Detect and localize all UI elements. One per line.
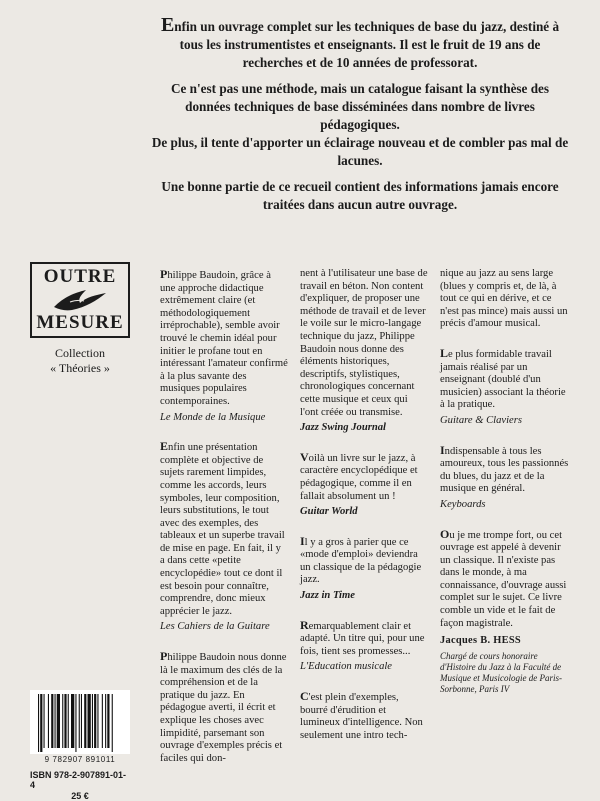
review <box>160 650 288 765</box>
review-text: nique au jazz au sens large (blues y compris et, de là, à tout ce qui en dérive, et ce n'est pas mince) mais aussi un précis d'amour musical. <box>440 268 568 330</box>
review <box>300 268 428 435</box>
review-source: Le Monde de la Musique <box>160 411 266 423</box>
intro-text-2: Ce n'est pas une méthode, mais un catalogue faisant la synthèse des données techniques de base disséminées dans nombre de livres pédagogiques. <box>170 81 550 132</box>
price: 25 € <box>71 791 89 801</box>
review <box>160 268 288 424</box>
review-source: Jazz in Time <box>300 590 355 602</box>
review-text: nent à l'utilisateur une base de travail en béton. Non content d'expliquer, de proposer une méthode de travail et de lever le voile sur le micro-langage technique du jazz, Philippe Baudoin nous donne des éléments historiques, descriptifs, stylistiques, chronologiques concernant cette musique et ceux qui l'ont créée ou transmise. <box>300 268 428 418</box>
review <box>300 535 428 603</box>
review <box>440 528 570 695</box>
review <box>440 347 570 428</box>
reviews-column-3 <box>440 268 570 711</box>
review-text: hilippe Baudoin, grâce à une approche didactique extrêmement claire (et méthodologiquement irréprochable), semble avoir trouvé le chemin idéal pour initier le profane tout en intéressant l'amateur confirmé à la plus savante des musiques populaires contemporaines. <box>160 270 288 407</box>
review-source: Guitare & Claviers <box>440 414 522 426</box>
intro-text-1: nfin un ouvrage complet sur les techniques de base du jazz, destiné à tous les instrumentistes et enseignants. Il est le fruit de 19 ans de recherches et de 10 années de professorat. <box>174 19 560 70</box>
drop-cap: V <box>300 449 309 464</box>
collection-label <box>30 346 130 376</box>
drop-cap: O <box>440 526 450 541</box>
review-text: 'est plein d'exemples, bourré d'érudition et lumineux d'intelligence. Non seulement une intro tech- <box>300 692 423 741</box>
review-text: emarquablement clair et adapté. Un titre qui, pour une fois, tient ses promesses... <box>300 620 425 657</box>
review-text: nfin une présentation complète et objective de sujets rarement limpides, comme les accords, leurs symboles, leur composition, leurs substitutions, le tout avec des exemples, des tableaux et un superbe travail de mise en page. En fait, il y a dans cette «petite encyclopédie» tout ce dont il est besoin pour connaître, comprendre, donc mieux apprécier le jazz. <box>160 442 285 617</box>
review-source: Jazz Swing Journal <box>300 422 386 434</box>
barcode <box>30 690 130 754</box>
review-source: Les Cahiers de la Guitare <box>160 621 270 633</box>
review-text: ndispensable à tous les amoureux, tous les passionnés du blues, du jazz et de la musique en général. <box>440 445 569 495</box>
reviews-column-1 <box>160 268 288 781</box>
review-source: Keyboards <box>440 498 486 510</box>
logo-box <box>30 262 130 338</box>
logo-word-mesure: MESURE <box>36 312 124 333</box>
review-text: e plus formidable travail jamais réalisé par un enseignant (doublé d'un musicien) associant la théorie à la pratique. <box>440 348 566 411</box>
review-text: l y a gros à parier que ce «mode d'emploi» deviendra un classique de la pédagogie jazz. <box>300 536 422 586</box>
collection-text: Collection <box>55 346 105 360</box>
review-text: u je me trompe fort, ou cet ouvrage est appelé à devenir un classique. Il n'existe pas dans le monde, à ma connaissance, d'ouvrage aussi complet sur le sujet. Ce livre comble un vide et le fait de façon magistrale. <box>440 529 567 629</box>
drop-cap: E <box>160 14 175 36</box>
drop-cap: L <box>440 345 449 360</box>
logo-word-outre: OUTRE <box>43 266 117 287</box>
reviews-column-2 <box>300 268 428 758</box>
review-source: Guitar World <box>300 506 358 518</box>
barcode-icon <box>30 690 130 754</box>
bird-icon <box>50 287 110 313</box>
review-source: L'Education musicale <box>300 661 393 673</box>
review <box>300 619 428 674</box>
intro-paragraph-2 <box>150 80 570 134</box>
intro-paragraph-3 <box>150 134 570 170</box>
intro-text-4: Une bonne partie de ce recueil contient des informations jamais encore traitées dans aucun autre ouvrage. <box>161 179 559 212</box>
drop-cap: E <box>160 439 169 454</box>
isbn: ISBN 978-2-907891-01-4 <box>30 770 127 790</box>
review <box>160 440 288 634</box>
barcode-block <box>30 690 130 801</box>
intro-paragraph-4 <box>150 178 570 214</box>
review-author-role: Chargé de cours honoraire d'Histoire du Jazz à la Faculté de Musique et Musicologie de Paris-Sorbonne, Paris IV <box>440 650 562 694</box>
review-text: hilippe Baudoin nous donne là le maximum des clés de la compréhension et de la pratique du jazz. En pédagogue averti, il écrit et explique les choses avec limpidité, parsemant son ouvrage d'exemples précis et faciles qui don- <box>160 652 287 764</box>
review <box>440 268 570 331</box>
review-text: oilà un livre sur le jazz, à caractère encyclopédique et pédagogique, comme il en fallait absolument un ! <box>300 452 418 502</box>
intro-text <box>150 16 570 222</box>
drop-cap: P <box>160 267 168 281</box>
drop-cap: R <box>300 617 309 632</box>
drop-cap: I <box>440 442 445 457</box>
intro-paragraph-1 <box>150 16 570 72</box>
barcode-number: 9 782907 891011 <box>44 755 116 764</box>
review <box>300 690 428 742</box>
drop-cap: C <box>300 689 309 704</box>
review <box>300 451 428 519</box>
intro-text-3: De plus, il tente d'apporter un éclairage nouveau et de combler pas mal de lacunes. <box>151 135 569 168</box>
review-author: Jacques B. HESS <box>440 635 522 647</box>
publisher-logo <box>30 262 130 376</box>
drop-cap: P <box>160 649 168 664</box>
review <box>440 444 570 512</box>
drop-cap: I <box>300 533 305 548</box>
collection-name: « Théories » <box>50 361 110 375</box>
